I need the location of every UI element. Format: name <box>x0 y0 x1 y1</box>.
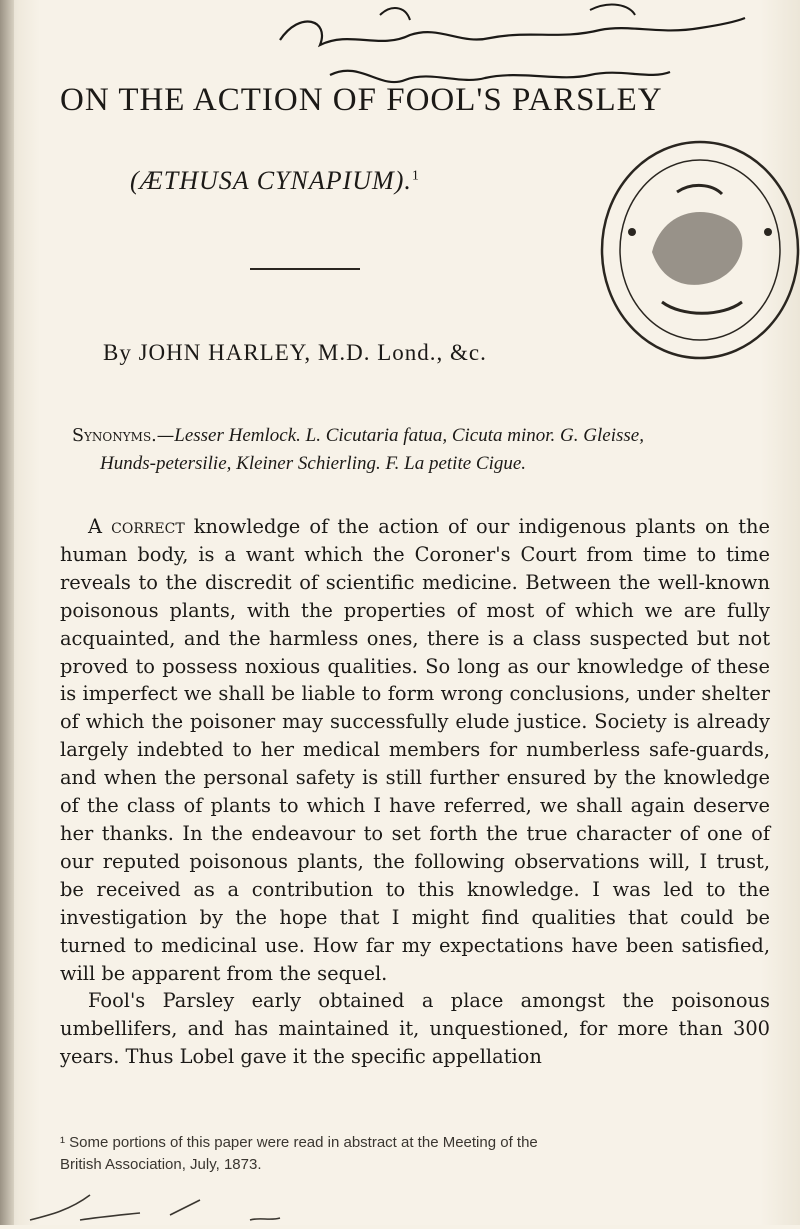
synonyms-line-2: Hunds-petersilie, Kleiner Schierling. F. La petite Cigue. <box>100 453 527 474</box>
paragraph-2: Fool's Parsley early obtained a place amongst the poisonous umbellifers, and has maintained it, unquestioned, for more than 300 years. Thus Lobel gave it the specific appellation <box>60 989 770 1069</box>
subtitle-text: (ÆTHUSA CYNAPIUM). <box>130 166 412 195</box>
pencil-scribble-icon <box>20 1185 320 1225</box>
title-rule <box>250 268 360 270</box>
paragraph-1 <box>60 513 770 987</box>
synonyms-label: Synonyms.— <box>72 426 175 446</box>
paragraph-1-text: knowledge of the action of our indigenous plants on the human body, is a want which the Coroner's Court from time to time reveals to the discredit of scientific medicine. Between the well-known poisonous plants, with the properties of most of which we are fully acquainted, and the harmless ones, there is a class suspected but not proved to possess noxious qualities. So long as our knowledge of these is imperfect we shall be liable to form wrong conclusions, under shelter of which the poisoner may successfully elude justice. Society is already largely indebted to her medical members for numberless safe-guards, and when the personal safety is still further ensured by the knowledge of the class of plants to which I have referred, we shall again deserve her thanks. In the endeavour to set forth the true character of one of our reputed poisonous plants, the following observations will, I trust, be received as a contribution to this knowledge. I was led to the investigation by the hope that I might find qualities that could be turned to medicinal use. How far my expectations have been satisfied, will be apparent from the sequel. <box>60 515 770 985</box>
footnote-mark: 1 <box>411 168 420 184</box>
page-binding-edge <box>0 0 14 1225</box>
author-line: By JOHN HARLEY, M.D. Lond., &c. <box>103 340 487 365</box>
footnote <box>60 1132 770 1176</box>
body-text <box>60 513 770 1071</box>
footnote-line-2: British Association, July, 1873. <box>60 1156 262 1173</box>
page-title: ON THE ACTION OF FOOL'S PARSLEY <box>60 82 663 118</box>
page-subtitle <box>130 166 420 196</box>
synonyms-line-1: Lesser Hemlock. L. Cicutaria fatua, Cicuta minor. G. Gleisse, <box>174 425 644 446</box>
footnote-line-1: ¹ Some portions of this paper were read in abstract at the Meeting of the <box>60 1134 538 1151</box>
synonyms-block <box>72 422 762 477</box>
library-stamp-icon <box>592 132 800 367</box>
opening-words: A correct <box>88 515 185 538</box>
library-stamp <box>592 132 800 367</box>
bottom-pencil-scribble <box>20 1185 320 1225</box>
